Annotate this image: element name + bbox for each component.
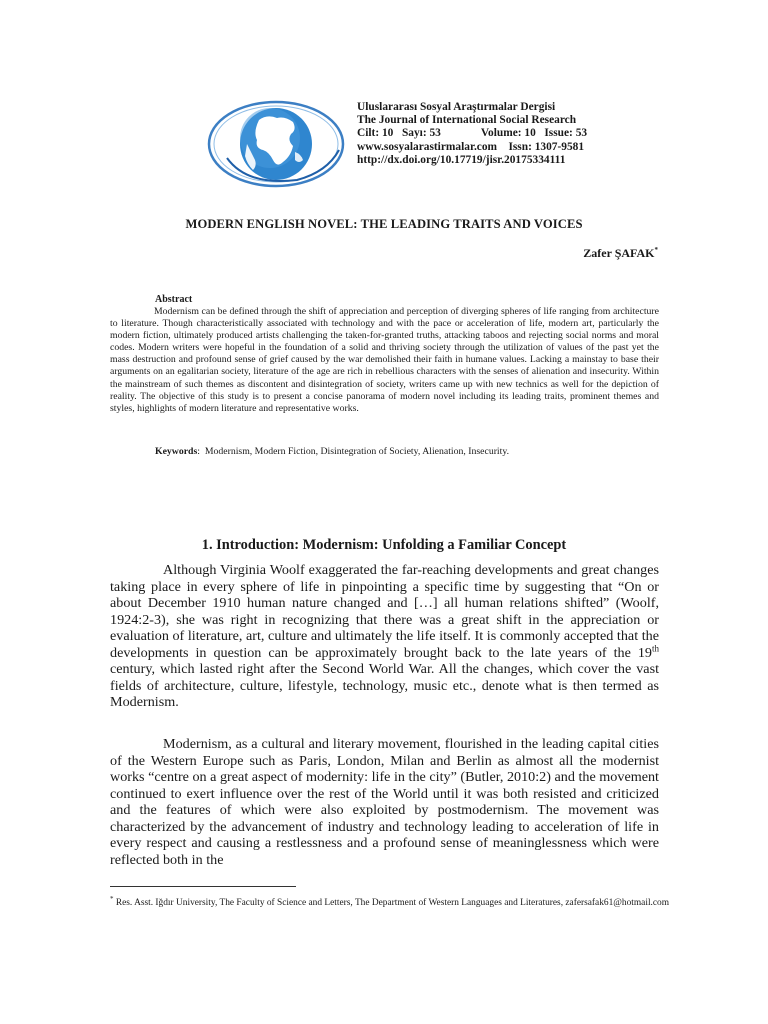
author-line xyxy=(583,246,658,261)
journal-web-line xyxy=(357,141,677,154)
author-name: Zafer ŞAFAK xyxy=(583,246,655,260)
superscript-th: th xyxy=(651,642,659,653)
footnote xyxy=(110,893,670,909)
paper-title: MODERN ENGLISH NOVEL: THE LEADING TRAITS AND VOICES xyxy=(185,217,583,231)
doi-link[interactable]: http://dx.doi.org/10.17719/jisr.20175334111 xyxy=(357,153,566,166)
keywords-line: Keywords: Modernism, Modern Fiction, Disintegration of Society, Alienation, Insecurity. xyxy=(155,446,510,457)
cilt: Cilt: 10 xyxy=(357,127,394,140)
abstract-heading: Abstract xyxy=(155,294,193,305)
journal-name-english: The Journal of International Social Research xyxy=(357,114,577,127)
journal-volume-line xyxy=(357,127,677,140)
footnote-mark: * xyxy=(110,895,114,903)
issn: Issn: 1307-9581 xyxy=(508,140,585,153)
sayi: Sayı: 53 xyxy=(401,127,441,140)
keywords-list: Modernism, Modern Fiction, Disintegration of Society, Alienation, Insecurity. xyxy=(204,446,510,457)
abstract-text: Modernism can be defined through the shift of appreciation and perception of diverging spheres of life ranging from architecture to literature. Though characteristically associated with technology and with the pace or acceleration of life, modern art, particularly the modern fiction, ultimately produced artists challenging the taken-for-granted truths, attacking taboos and rejecting social norms and moral codes. Modern writers were hopeful in the foundation of a solid and thriving society through the utilization of values of the past yet the mass destruction and profound sense of grief caused by the war demolished their faith in humane values. Lacking a mainstay to base their arguments on an egalitarian society, literature of the age are rich in rebellious characters with the senses of alienation and insecurity. Within the mainstream of such themes as discontent and disintegration of society, writers came up with new technics as well for the depiction of reality. The objective of this study is to present a concise panorama of modern novel including its leading traits, prominent themes and styles, highlights of modern literature and representative works. xyxy=(110,306,659,414)
journal-globe-logo xyxy=(207,100,345,188)
paragraph-1-text: Although Virginia Woolf exaggerated the far-reaching developments and great changes taking place in every sphere of life in pinpointing a specific time by suggesting that “On or about December 1910 human nature changed and […] all human relations shifted” (Woolf, 1924:2-3), she was right in recognizing that there was a great shift in the appreciation or evaluation of literature, art, culture and ultimately the life itself. It is commonly accepted that the developments in question can be approximately brought back to the late years of the 19 xyxy=(110,562,659,661)
journal-header xyxy=(357,101,677,167)
body-paragraph-1 xyxy=(110,562,659,711)
author-footnote-mark: * xyxy=(654,246,658,254)
volume: Volume: 10 xyxy=(480,127,536,140)
paragraph-1-text-cont: century, which lasted right after the Second World War. All the changes, which cover the vast fields of architecture, culture, lifestyle, technology, music etc., denote what is then termed as Modernism. xyxy=(110,661,659,710)
website-link[interactable]: www.sosyalarastirmalar.com xyxy=(357,140,498,153)
body-paragraph-2: Modernism, as a cultural and literary movement, flourished in the leading capital cities of the Western Europe such as Paris, London, Milan and Berlin as almost all the modernist works “centre on a great aspect of modernity: life in the city” (Butler, 2010:2) and the movement continued to exert influence over the rest of the World until it was both resisted and criticized and the features of which were also exploited by postmodernism. The movement was characterized by the advancement of industry and technology leading to acceleration of life in every respect and causing a restlessness and a profound sense of meaninglessness which were reflected both in the xyxy=(110,736,659,868)
issue: Issue: 53 xyxy=(544,127,588,140)
keywords-label: Keywords xyxy=(155,446,198,457)
journal-name-turkish: Uluslararası Sosyal Araştırmalar Dergisi xyxy=(357,101,556,113)
footnote-divider xyxy=(110,886,296,887)
footnote-text: Res. Asst. Iğdır University, The Faculty of Science and Letters, The Department of Western Languages and Literatures, zafersafak61@hotmail.com xyxy=(115,898,670,909)
section-heading: 1. Introduction: Modernism: Unfolding a Familiar Concept xyxy=(201,537,567,553)
